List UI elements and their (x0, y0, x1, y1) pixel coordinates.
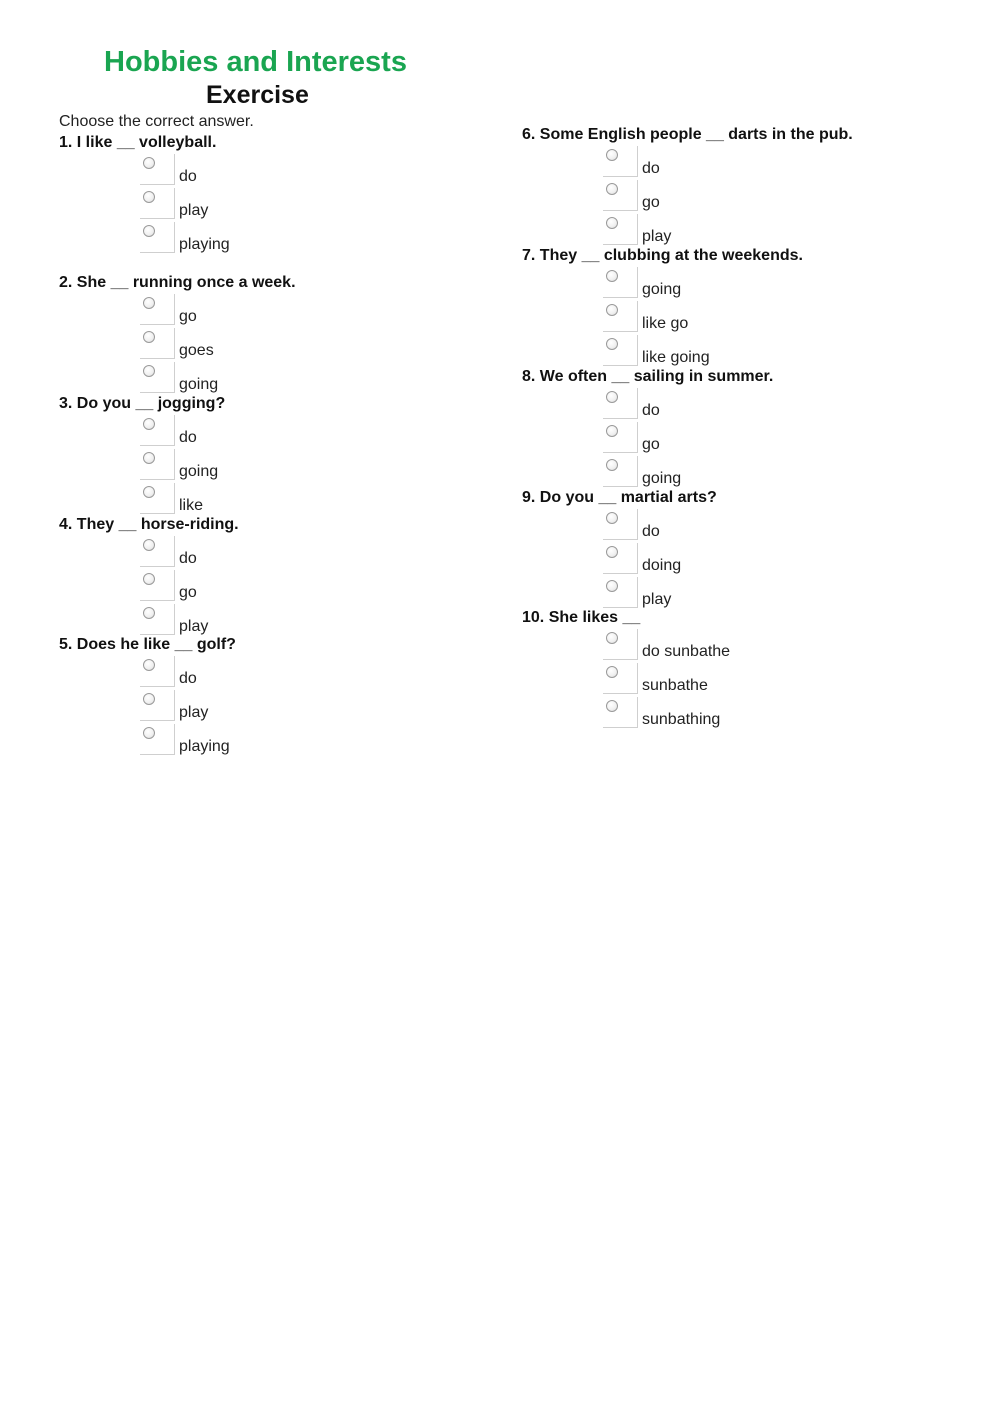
option-label: playing (179, 738, 230, 755)
option-label: play (642, 591, 672, 608)
option-box (603, 629, 638, 660)
option-box (140, 188, 175, 219)
option-box (603, 577, 638, 608)
question-3 (59, 394, 226, 514)
radio-button[interactable] (143, 331, 155, 343)
option-label: like (179, 497, 204, 514)
radio-button[interactable] (606, 512, 618, 524)
question-1 (59, 133, 230, 253)
option-box (140, 222, 175, 253)
radio-button[interactable] (606, 580, 618, 592)
radio-button[interactable] (606, 304, 618, 316)
answer-option[interactable] (140, 222, 360, 256)
option-box (603, 335, 638, 366)
option-box (603, 267, 638, 298)
option-label: do (179, 670, 197, 687)
question-2 (59, 273, 296, 393)
answer-option[interactable] (140, 536, 360, 570)
radio-button[interactable] (606, 183, 618, 195)
radio-button[interactable] (143, 191, 155, 203)
option-label: like go (642, 315, 689, 332)
answer-option[interactable] (140, 328, 360, 362)
radio-button[interactable] (143, 297, 155, 309)
option-box (603, 456, 638, 487)
question-text: 7. They __ clubbing at the weekends. (522, 247, 803, 264)
question-text: 9. Do you __ martial arts? (522, 489, 717, 506)
answer-option[interactable] (140, 154, 360, 188)
option-box (140, 570, 175, 601)
option-label: go (642, 194, 660, 211)
option-label: go (179, 584, 197, 601)
question-text: 8. We often __ sailing in summer. (522, 368, 774, 385)
option-label: doing (642, 557, 682, 574)
answer-option[interactable] (140, 483, 360, 517)
worksheet-title: Hobbies and Interests (104, 46, 407, 78)
option-box (603, 214, 638, 245)
radio-button[interactable] (143, 539, 155, 551)
answer-option[interactable] (603, 267, 823, 301)
option-label: going (642, 470, 682, 487)
option-box (603, 301, 638, 332)
option-box (140, 328, 175, 359)
question-10 (522, 608, 731, 728)
answer-option[interactable] (140, 362, 360, 396)
option-label: go (179, 308, 197, 325)
option-box (140, 449, 175, 480)
radio-button[interactable] (606, 149, 618, 161)
answer-option[interactable] (140, 294, 360, 328)
answer-option[interactable] (603, 301, 823, 335)
radio-button[interactable] (606, 391, 618, 403)
option-box (140, 294, 175, 325)
option-box (603, 388, 638, 419)
option-label: sunbathing (642, 711, 721, 728)
option-label: do (642, 402, 660, 419)
option-label: going (179, 376, 219, 393)
answer-option[interactable] (603, 335, 823, 369)
answer-option[interactable] (140, 188, 360, 222)
answer-option[interactable] (603, 388, 823, 422)
answer-option[interactable] (140, 690, 360, 724)
option-box (140, 604, 175, 635)
radio-button[interactable] (143, 486, 155, 498)
option-label: play (179, 704, 209, 721)
answer-option[interactable] (603, 663, 823, 697)
answer-option[interactable] (603, 697, 823, 731)
option-box (140, 483, 175, 514)
radio-button[interactable] (143, 157, 155, 169)
option-box (140, 415, 175, 446)
answer-option[interactable] (140, 449, 360, 483)
radio-button[interactable] (143, 573, 155, 585)
radio-button[interactable] (143, 365, 155, 377)
answer-option[interactable] (140, 656, 360, 690)
question-text: 1. I like __ volleyball. (59, 134, 217, 151)
option-box (140, 536, 175, 567)
question-5 (59, 635, 236, 755)
option-label: go (642, 436, 660, 453)
option-box (603, 146, 638, 177)
question-text: 2. She __ running once a week. (59, 274, 296, 291)
answer-option[interactable] (603, 509, 823, 543)
question-6 (522, 125, 853, 245)
radio-button[interactable] (143, 225, 155, 237)
option-box (603, 543, 638, 574)
option-label: do (642, 523, 660, 540)
option-label: do (179, 550, 197, 567)
question-text: 10. She likes __ (522, 609, 641, 626)
radio-button[interactable] (143, 418, 155, 430)
answer-option[interactable] (603, 180, 823, 214)
option-box (140, 724, 175, 755)
option-box (603, 422, 638, 453)
answer-option[interactable] (603, 214, 823, 248)
option-label: play (642, 228, 672, 245)
question-text: 5. Does he like __ golf? (59, 636, 236, 653)
radio-button[interactable] (606, 270, 618, 282)
worksheet-subtitle: Exercise (206, 81, 309, 109)
answer-option[interactable] (603, 456, 823, 490)
option-label: going (179, 463, 219, 480)
option-label: playing (179, 236, 230, 253)
option-box (603, 180, 638, 211)
radio-button[interactable] (606, 425, 618, 437)
radio-button[interactable] (606, 217, 618, 229)
option-label: do (642, 160, 660, 177)
option-label: going (642, 281, 682, 298)
instructions: Choose the correct answer. (59, 113, 254, 130)
radio-button[interactable] (606, 666, 618, 678)
option-box (140, 154, 175, 185)
radio-button[interactable] (606, 338, 618, 350)
radio-button[interactable] (143, 659, 155, 671)
option-label: sunbathe (642, 677, 708, 694)
option-label: goes (179, 342, 214, 359)
radio-button[interactable] (606, 459, 618, 471)
option-box (140, 656, 175, 687)
option-box (140, 362, 175, 393)
option-label: play (179, 202, 209, 219)
radio-button[interactable] (143, 607, 155, 619)
answer-option[interactable] (140, 570, 360, 604)
answer-option[interactable] (140, 415, 360, 449)
radio-button[interactable] (143, 452, 155, 464)
question-4 (59, 515, 239, 635)
answer-option[interactable] (140, 604, 360, 638)
radio-button[interactable] (606, 700, 618, 712)
radio-button[interactable] (606, 632, 618, 644)
option-label: do sunbathe (642, 643, 731, 660)
answer-option[interactable] (603, 629, 823, 663)
option-box (603, 697, 638, 728)
radio-button[interactable] (143, 727, 155, 739)
answer-option[interactable] (603, 577, 823, 611)
option-box (603, 509, 638, 540)
radio-button[interactable] (143, 693, 155, 705)
radio-button[interactable] (606, 546, 618, 558)
option-label: do (179, 168, 197, 185)
option-box (140, 690, 175, 721)
option-label: like going (642, 349, 710, 366)
option-label: do (179, 429, 197, 446)
answer-option[interactable] (603, 422, 823, 456)
question-8 (522, 367, 774, 487)
option-label: play (179, 618, 209, 635)
answer-option[interactable] (603, 543, 823, 577)
option-box (603, 663, 638, 694)
question-text: 6. Some English people __ darts in the pub. (522, 126, 853, 143)
question-7 (522, 246, 803, 366)
question-9 (522, 488, 717, 608)
answer-option[interactable] (603, 146, 823, 180)
question-text: 3. Do you __ jogging? (59, 395, 226, 412)
question-text: 4. They __ horse-riding. (59, 516, 239, 533)
answer-option[interactable] (140, 724, 360, 758)
